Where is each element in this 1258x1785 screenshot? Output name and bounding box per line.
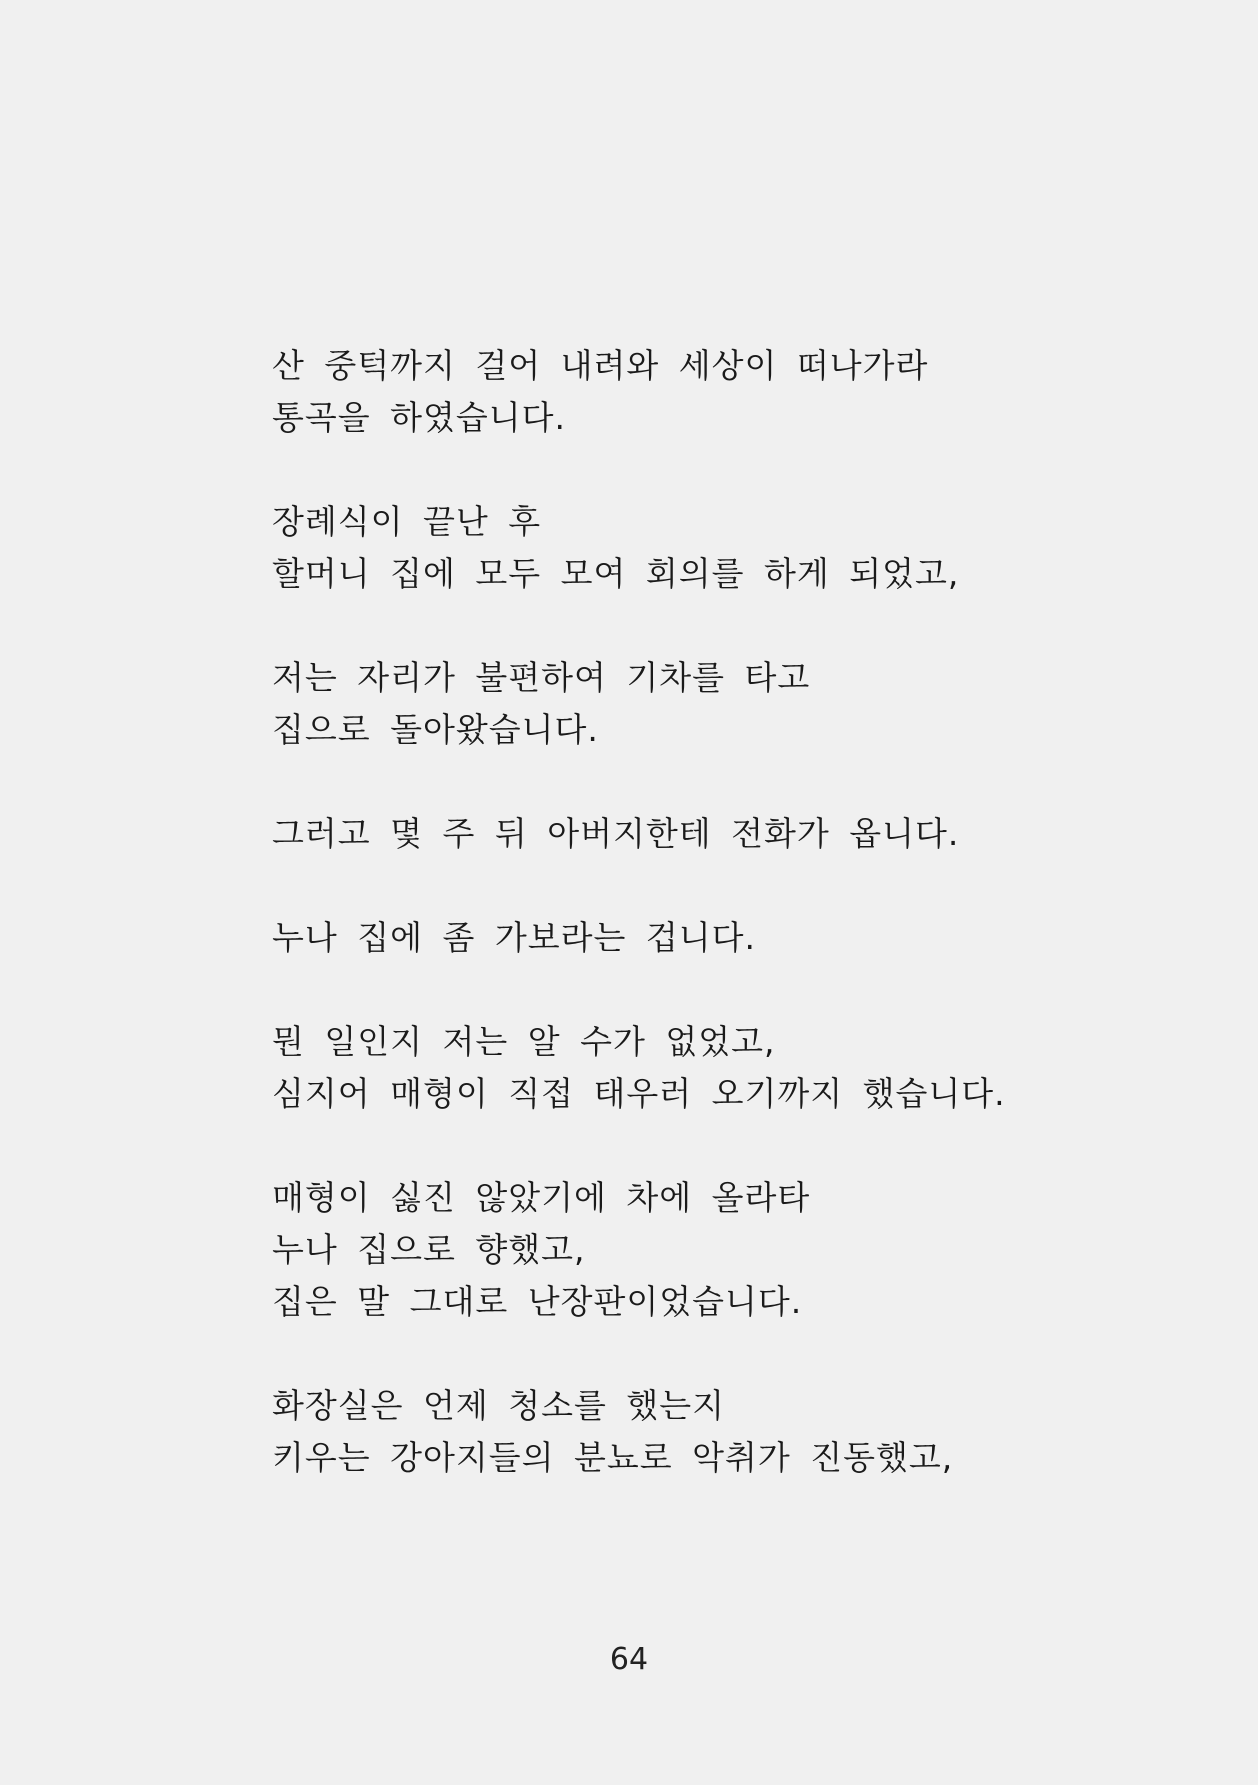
text-line: 누나 집에 좀 가보라는 겁니다. xyxy=(272,918,756,957)
stanza xyxy=(272,1172,1172,1328)
text-line: 누나 집으로 향했고, xyxy=(272,1230,586,1269)
text-line: 할머니 집에 모두 모여 회의를 하게 되었고, xyxy=(272,554,960,593)
text-body xyxy=(272,340,1172,1536)
text-line: 화장실은 언제 청소를 했는지 xyxy=(272,1386,726,1425)
text-line: 산 중턱까지 걸어 내려와 세상이 떠나가라 xyxy=(272,346,929,385)
stanza xyxy=(272,1380,1172,1484)
text-line: 키우는 강아지들의 분뇨로 악취가 진동했고, xyxy=(272,1438,954,1477)
text-line: 그러고 몇 주 뒤 아버지한테 전화가 옵니다. xyxy=(272,814,960,853)
text-line: 저는 자리가 불편하여 기차를 타고 xyxy=(272,658,811,697)
stanza xyxy=(272,340,1172,444)
text-line: 장례식이 끝난 후 xyxy=(272,502,542,541)
stanza xyxy=(272,912,1172,964)
text-line: 집으로 돌아왔습니다. xyxy=(272,710,599,749)
text-line: 매형이 싫진 않았기에 차에 올라타 xyxy=(272,1178,811,1217)
stanza xyxy=(272,808,1172,860)
page-number: 64 xyxy=(609,1642,649,1677)
text-line: 집은 말 그대로 난장판이었습니다. xyxy=(272,1282,803,1321)
stanza xyxy=(272,496,1172,600)
stanza xyxy=(272,1016,1172,1120)
text-line: 통곡을 하였습니다. xyxy=(272,398,567,437)
text-line: 심지어 매형이 직접 태우러 오기까지 했습니다. xyxy=(272,1074,1006,1113)
text-line: 뭔 일인지 저는 알 수가 없었고, xyxy=(272,1022,776,1061)
stanza xyxy=(272,652,1172,756)
